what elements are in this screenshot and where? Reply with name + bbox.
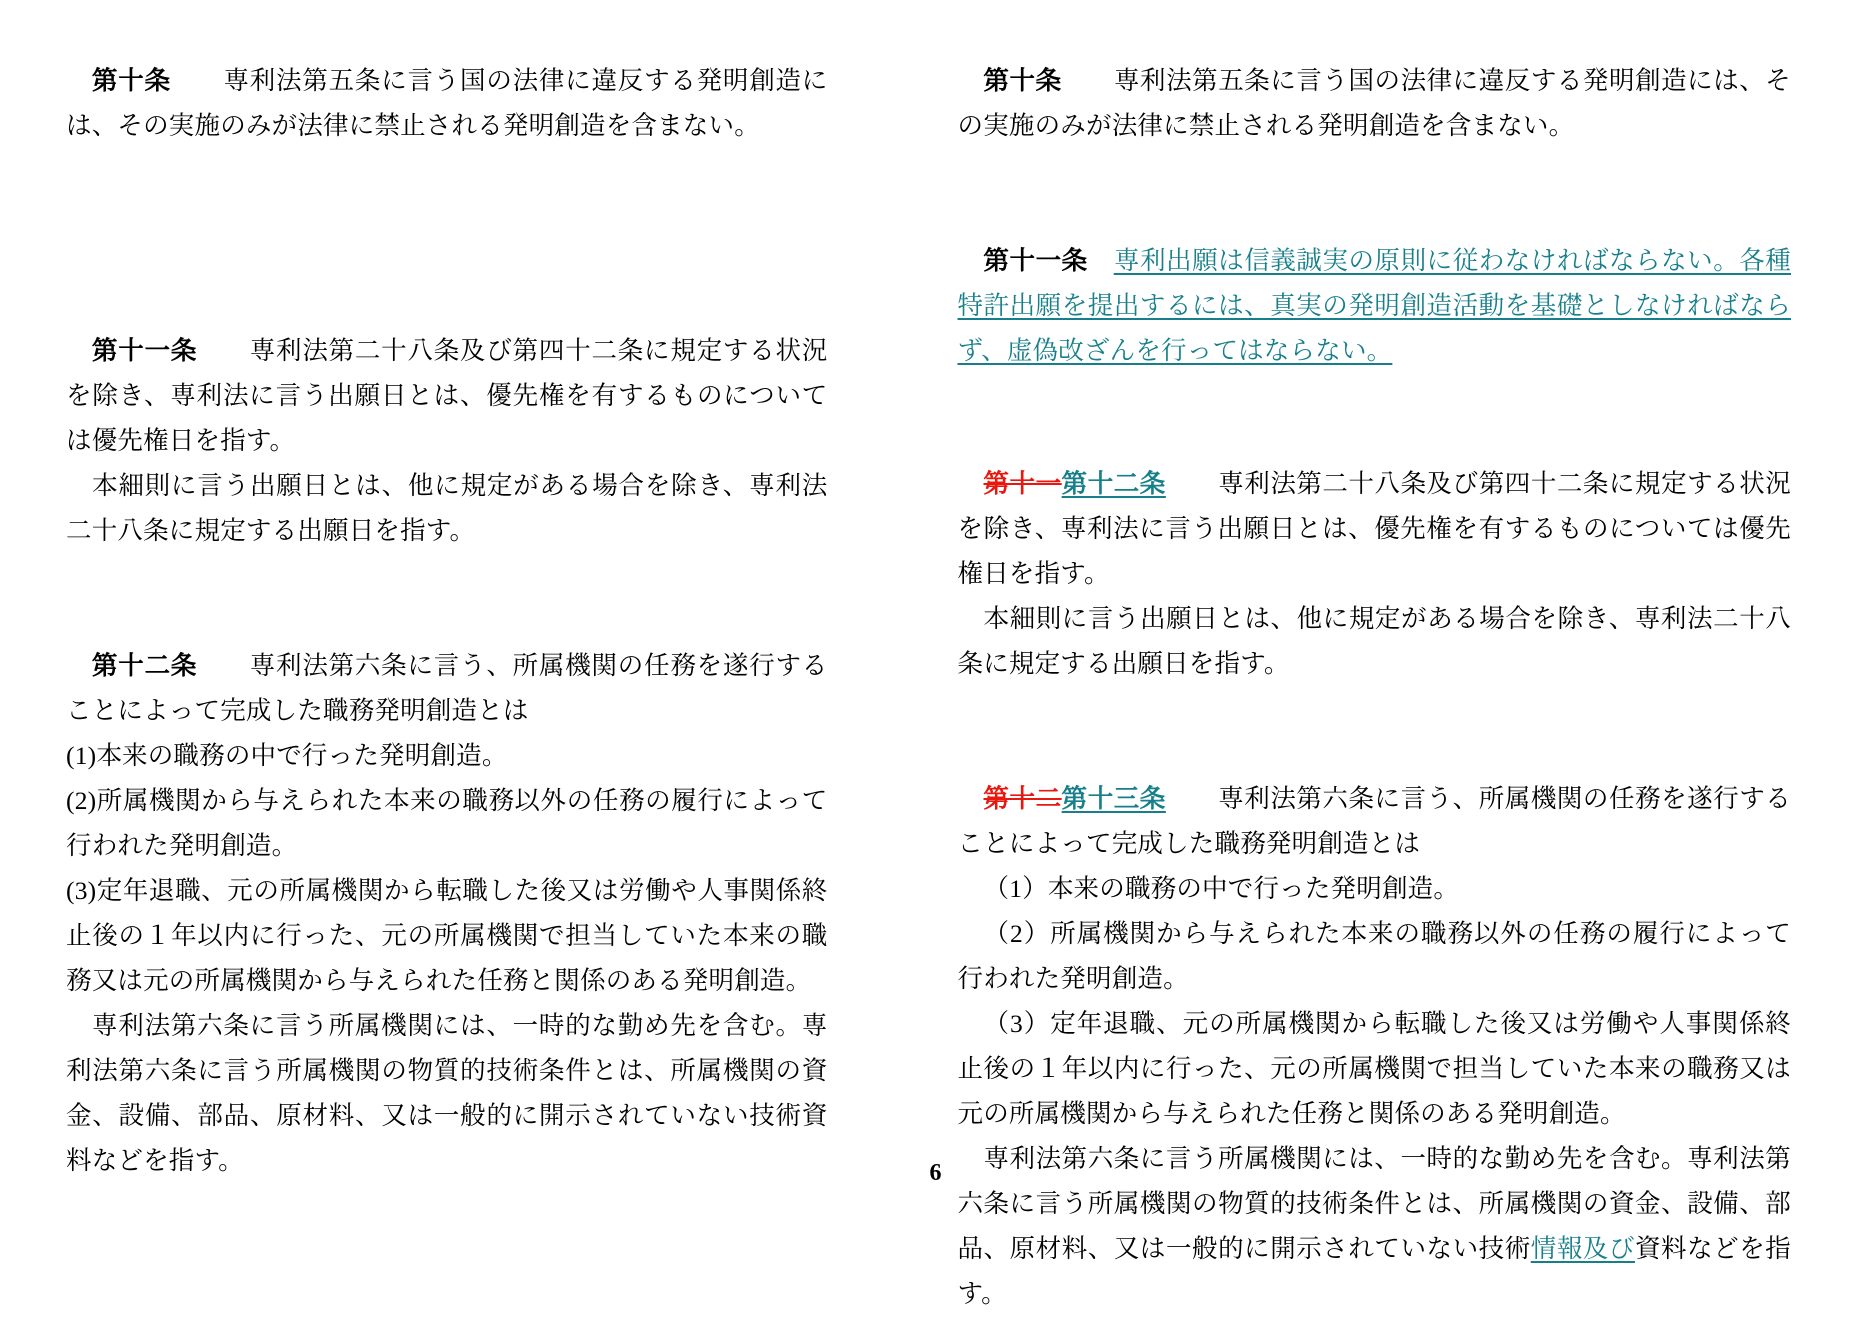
left-article-12-closing: 専利法第六条に言う所属機関には、一時的な勤め先を含む。専利法第六条に言う所属機関の物質的技術条件とは、所属機関の資金、設備、部品、原材料、又は一般的に開示されていない技術資料などを指す。: [66, 1011, 828, 1175]
left-article-10-label: 第十条: [92, 66, 171, 95]
left-article-11-body: 専利法第二十八条及び第四十二条に規定する状況を除き、専利法に言う出願日とは、優先権を有するものについては優先権日を指す。: [66, 336, 828, 455]
left-article-12-item-1: (1)本来の職務の中で行った発明創造。: [66, 741, 508, 770]
left-article-11-paragraph: [66, 328, 828, 463]
left-article-11-label: 第十一条: [92, 336, 198, 365]
right-article-13-closing-insertion: 情報及び: [1530, 1234, 1635, 1263]
left-article-12-item-3: (3)定年退職、元の所属機関から転職した後又は労働や人事関係終止後の１年以内に行った、元の所属機関で担当していた本来の職務又は元の所属機関から与えられた任務と関係のある発明創造。: [66, 876, 828, 995]
right-spacer-before-article-13: [958, 686, 1792, 776]
right-article-13-item-3: （3）定年退職、元の所属機関から転職した後又は労働や人事関係終止後の１年以内に行った、元の所属機関で担当していた本来の職務又は元の所属機関から与えられた任務と関係のある発明創造。: [957, 1009, 1791, 1128]
right-article-13-body: 専利法第六条に言う、所属機関の任務を遂行することによって完成した職務発明創造とは: [957, 784, 1791, 858]
right-spacer-before-article-11: [958, 148, 1792, 238]
original-version-column: [0, 0, 936, 1183]
revised-version-column: [936, 0, 1871, 1316]
right-article-12-deleted-label: 第十一: [983, 469, 1062, 498]
left-article-12-label: 第十二条: [92, 651, 198, 680]
left-article-10-paragraph: [66, 58, 828, 148]
right-article-10-paragraph: [958, 58, 1792, 148]
left-spacer-before-article-12: [66, 553, 828, 643]
right-article-12-inserted-label: 第十二条: [1061, 469, 1166, 498]
right-article-13-item-2: （2）所属機関から与えられた本来の職務以外の任務の履行によって行われた発明創造。: [957, 919, 1791, 993]
right-article-11-label: 第十一条: [983, 246, 1088, 275]
left-article-11-paragraph-2: 本細則に言う出願日とは、他に規定がある場合を除き、専利法二十八条に規定する出願日を指す。: [66, 471, 828, 545]
right-article-13-closing-part2: 資料などを指す。: [957, 1234, 1791, 1308]
right-article-10-label: 第十条: [983, 66, 1062, 95]
right-article-10-body: 専利法第五条に言う国の法律に違反する発明創造には、その実施のみが法律に禁止される発明創造を含まない。: [957, 66, 1791, 140]
left-article-12-paragraph: [66, 643, 828, 733]
right-spacer-before-article-12: [958, 373, 1792, 461]
right-article-11-inserted-text: 専利出願は信義誠実の原則に従わなければならない。各種特許出願を提出するには、真実の発明創造活動を基礎としなければならず、虚偽改ざんを行ってはならない。: [957, 246, 1791, 365]
right-article-11-inserted-paragraph: [958, 238, 1792, 373]
right-article-12-paragraph: [958, 461, 1792, 596]
right-article-13-deleted-label: 第十二: [983, 784, 1062, 813]
left-article-10-body: 専利法第五条に言う国の法律に違反する発明創造には、その実施のみが法律に禁止される発明創造を含まない。: [66, 66, 828, 140]
right-article-13-inserted-label: 第十三条: [1061, 784, 1166, 813]
right-article-13-paragraph: [958, 776, 1792, 866]
right-article-13-closing-part1: 専利法第六条に言う所属機関には、一時的な勤め先を含む。専利法第六条に言う所属機関の物質的技術条件とは、所属機関の資金、設備、部品、原材料、又は一般的に開示されていない技術: [957, 1144, 1791, 1263]
right-article-12-body: 専利法第二十八条及び第四十二条に規定する状況を除き、専利法に言う出願日とは、優先権を有するものについては優先権日を指す。: [957, 469, 1791, 588]
left-spacer-article-11-insert-hole: [66, 148, 828, 328]
right-article-13-item-1: （1）本来の職務の中で行った発明創造。: [983, 874, 1460, 903]
page-number: 6: [929, 1160, 942, 1186]
right-article-12-paragraph-2: 本細則に言う出願日とは、他に規定がある場合を除き、専利法二十八条に規定する出願日を指す。: [957, 604, 1791, 678]
left-article-12-item-2: (2)所属機関から与えられた本来の職務以外の任務の履行によって行われた発明創造。: [66, 786, 828, 860]
left-article-12-body: 専利法第六条に言う、所属機関の任務を遂行することによって完成した職務発明創造とは: [66, 651, 828, 725]
